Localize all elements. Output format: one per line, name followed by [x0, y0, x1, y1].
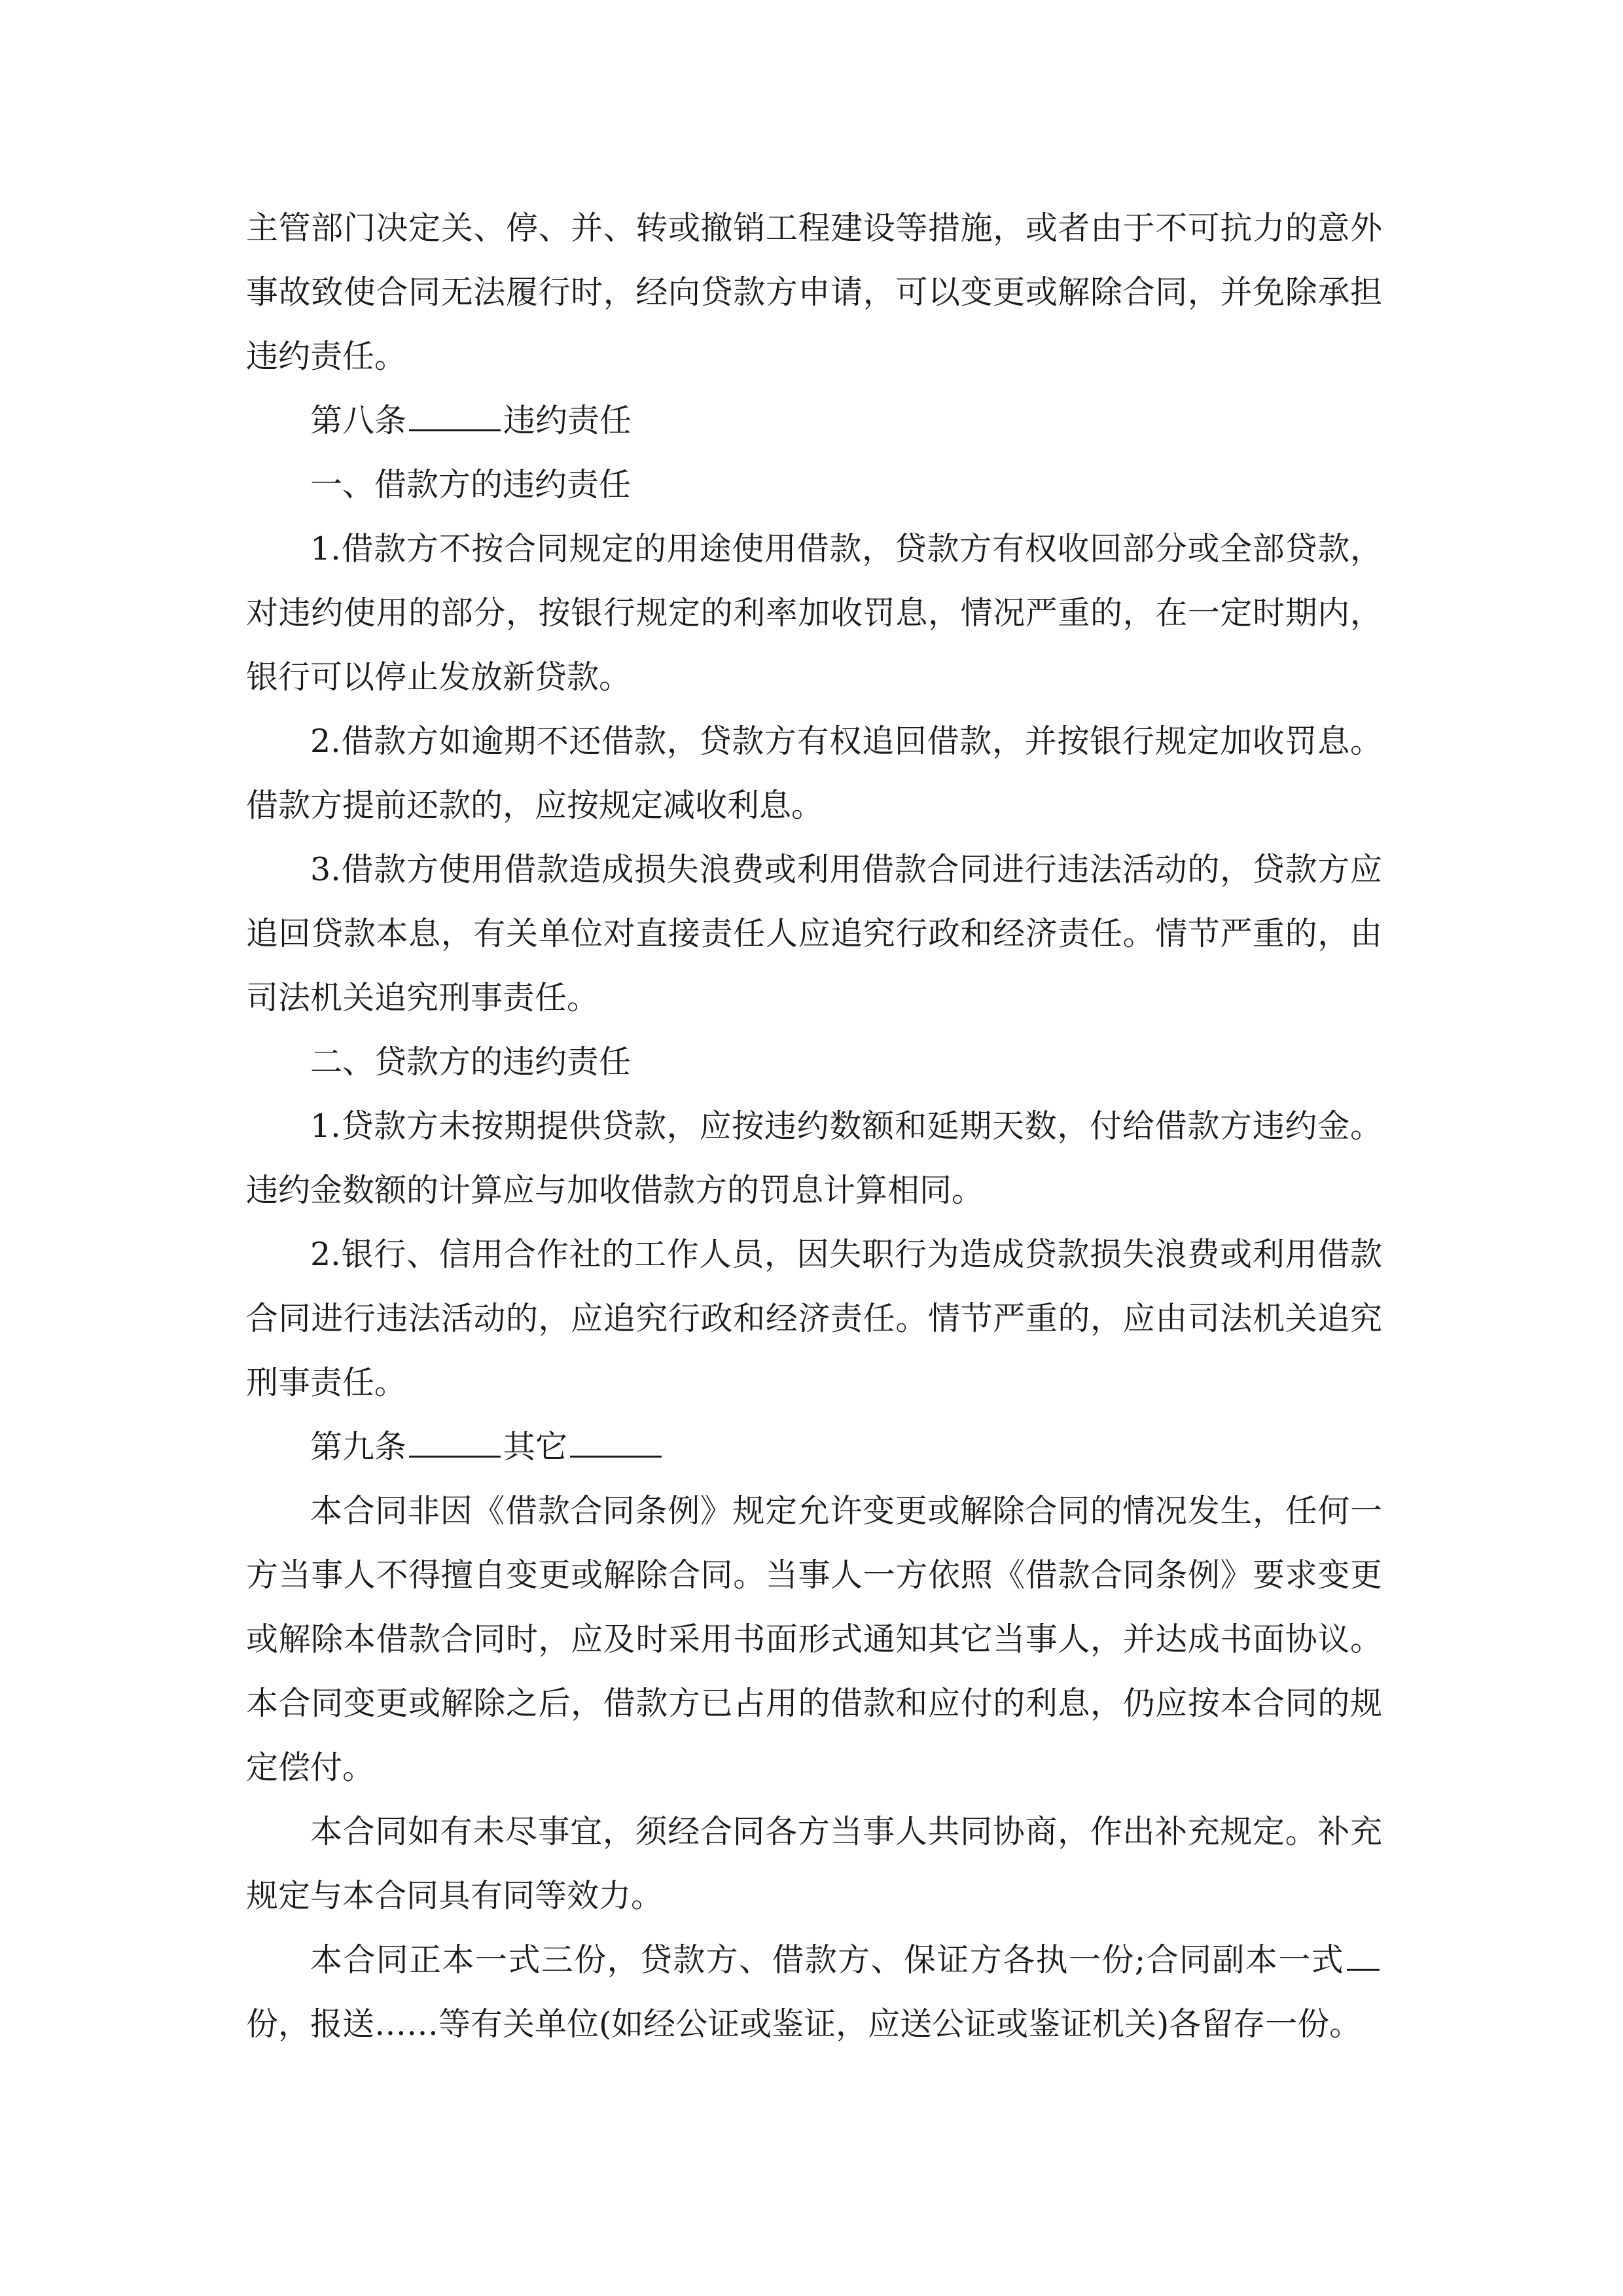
article-9-label: 第九条: [310, 1428, 407, 1465]
paragraph-supplementary: 本合同如有未尽事宜，须经合同各方当事人共同协商，作出补充规定。补充规定与本合同具有同等效力。: [246, 1813, 1382, 1914]
clause-lender-1: 1.贷款方未按期提供贷款，应按违约数额和延期天数，付给借款方违约金。违约金数额的计算应与加收借款方的罚息计算相同。: [246, 1107, 1382, 1209]
section-lender-liability: 二、贷款方的违约责任: [310, 1043, 632, 1081]
section-borrower-liability: 一、借款方的违约责任: [310, 466, 632, 503]
fill-in-blank: [409, 390, 501, 431]
clause-lender-2: 2.银行、信用合作社的工作人员，因失职行为造成贷款损失浪费或利用借款合同进行违法活动的，应追究行政和经济责任。情节严重的，应由司法机关追究刑事责任。: [246, 1236, 1382, 1401]
copies-text-after: 份，报送……等有关单位(如经公证或鉴证，应送公证或鉴证机关)各留存一份。: [246, 2005, 1362, 2043]
document-page: [246, 196, 1382, 2056]
clause-borrower-3: 3.借款方使用借款造成损失浪费或利用借款合同进行违法活动的，贷款方应追回贷款本息，有关单位对直接责任人应追究行政和经济责任。情节严重的，由司法机关追究刑事责任。: [246, 851, 1382, 1016]
article-8-label: 第八条: [310, 402, 407, 439]
article-9-title: 其它: [503, 1428, 568, 1465]
fill-in-blank: [1347, 1929, 1380, 1971]
paragraph-copies: [246, 1928, 1382, 2056]
copies-text-before: 本合同正本一式三份，贷款方、借款方、保证方各执一份;合同副本一式: [310, 1941, 1344, 1979]
fill-in-blank: [570, 1416, 662, 1458]
paragraph-contract-changes: 本合同非因《借款合同条例》规定允许变更或解除合同的情况发生，任何一方当事人不得擅自变更或解除合同。当事人一方依照《借款合同条例》要求变更或解除本借款合同时，应及时采用书面形式通知其它当事人，并达成书面协议。本合同变更或解除之后，借款方已占用的借款和应付的利息，仍应按本合同的规定偿付。: [246, 1492, 1382, 1786]
article-8-heading: [246, 389, 1382, 453]
paragraph-force-majeure: 主管部门决定关、停、并、转或撤销工程建设等措施，或者由于不可抗力的意外事故致使合同无法履行时，经向贷款方申请，可以变更或解除合同，并免除承担违约责任。: [246, 209, 1382, 375]
article-8-title: 违约责任: [503, 402, 632, 439]
article-9-heading: [246, 1415, 1382, 1479]
clause-borrower-1: 1.借款方不按合同规定的用途使用借款，贷款方有权收回部分或全部贷款，对违约使用的部分，按银行规定的利率加收罚息，情况严重的，在一定时期内，银行可以停止发放新贷款。: [246, 530, 1382, 696]
clause-borrower-2: 2.借款方如逾期不还借款，贷款方有权追回借款，并按银行规定加收罚息。借款方提前还款的，应按规定减收利息。: [246, 723, 1382, 824]
fill-in-blank: [409, 1416, 501, 1458]
